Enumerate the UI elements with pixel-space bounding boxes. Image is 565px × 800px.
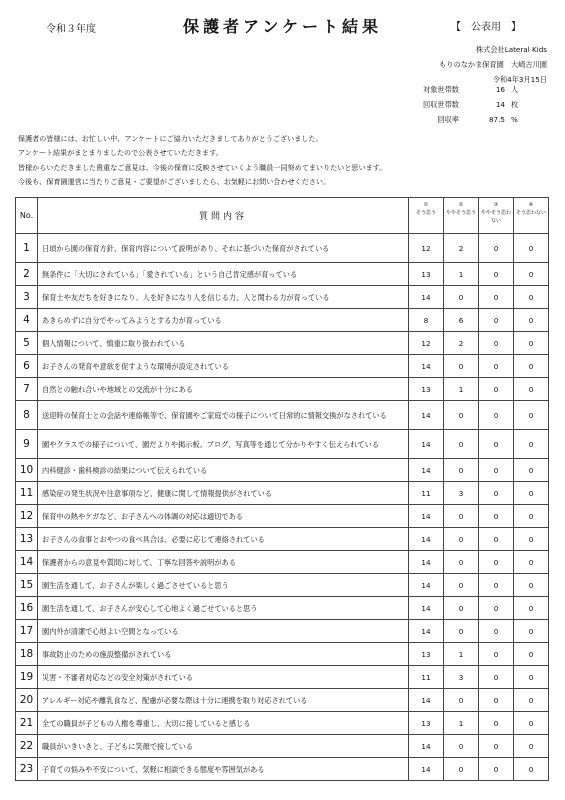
response-count-option-4: 0 — [514, 505, 549, 528]
response-count-option-1: 14 — [409, 597, 444, 620]
column-header-option-4 — [514, 198, 549, 234]
stat-value: 16 — [495, 85, 505, 94]
response-count-option-4: 0 — [514, 551, 549, 574]
organization-block — [439, 42, 547, 87]
response-count-option-2: 3 — [444, 482, 479, 505]
response-count-option-2: 0 — [444, 597, 479, 620]
intro-line: 今後も、保育園運営に当たりご意見・ご要望がございましたら、お気軽にお問い合わせください。 — [18, 177, 331, 187]
response-count-option-3: 0 — [479, 689, 514, 712]
response-count-option-3: 0 — [479, 505, 514, 528]
survey-stats — [389, 82, 529, 127]
response-count-option-3: 0 — [479, 758, 514, 781]
column-header-no: No. — [16, 198, 38, 234]
response-count-option-4: 0 — [514, 401, 549, 430]
table-row — [16, 309, 549, 332]
response-count-option-1: 14 — [409, 430, 444, 459]
stat-unit: % — [511, 115, 518, 124]
response-count-option-3: 0 — [479, 401, 514, 430]
response-count-option-2: 0 — [444, 355, 479, 378]
response-count-option-3: 0 — [479, 574, 514, 597]
table-row — [16, 234, 549, 263]
response-count-option-1: 14 — [409, 620, 444, 643]
question-text: 日頃から園の保育方針、保育内容について説明があり、それに基づいた保育がされている — [38, 234, 409, 263]
response-count-option-1: 13 — [409, 263, 444, 286]
response-count-option-4: 0 — [514, 758, 549, 781]
response-count-option-3: 0 — [479, 551, 514, 574]
question-text: 災害・不審者対応などの安全対策がされている — [38, 666, 409, 689]
row-number: 17 — [16, 620, 38, 643]
response-count-option-2: 1 — [444, 263, 479, 286]
response-count-option-3: 0 — [479, 459, 514, 482]
response-count-option-2: 1 — [444, 378, 479, 401]
response-count-option-1: 14 — [409, 735, 444, 758]
response-count-option-2: 0 — [444, 758, 479, 781]
table-row — [16, 401, 549, 430]
response-count-option-4: 0 — [514, 459, 549, 482]
response-count-option-2: 0 — [444, 286, 479, 309]
response-count-option-2: 2 — [444, 234, 479, 263]
option-mark: ④ — [528, 202, 534, 208]
intro-line: アンケート結果がまとまりましたので公表させていただきます。 — [18, 148, 223, 158]
response-count-option-3: 0 — [479, 234, 514, 263]
survey-results-table — [15, 197, 549, 781]
response-count-option-4: 0 — [514, 712, 549, 735]
response-count-option-4: 0 — [514, 378, 549, 401]
table-row — [16, 689, 549, 712]
response-count-option-1: 14 — [409, 355, 444, 378]
intro-line: 保護者の皆様には、お忙しい中、アンケートにご協力いただきましてありがとうございました。 — [18, 134, 323, 143]
response-count-option-3: 0 — [479, 597, 514, 620]
response-count-option-2: 0 — [444, 689, 479, 712]
response-count-option-1: 14 — [409, 758, 444, 781]
response-count-option-2: 1 — [444, 643, 479, 666]
row-number: 5 — [16, 332, 38, 355]
stat-label: 対象世帯数 — [423, 85, 459, 94]
table-row — [16, 666, 549, 689]
response-count-option-1: 8 — [409, 309, 444, 332]
stat-label: 回収率 — [437, 115, 459, 124]
response-count-option-1: 11 — [409, 482, 444, 505]
question-text: 感染症の発生状況や注意事項など、健康に関して情報提供がされている — [38, 482, 409, 505]
response-count-option-4: 0 — [514, 482, 549, 505]
response-count-option-1: 14 — [409, 551, 444, 574]
stat-collected-households — [389, 97, 529, 112]
option-mark: ③ — [493, 202, 499, 208]
row-number: 6 — [16, 355, 38, 378]
table-row — [16, 597, 549, 620]
row-number: 7 — [16, 378, 38, 401]
response-count-option-4: 0 — [514, 234, 549, 263]
response-count-option-4: 0 — [514, 620, 549, 643]
table-row — [16, 735, 549, 758]
response-count-option-1: 13 — [409, 643, 444, 666]
response-count-option-1: 13 — [409, 378, 444, 401]
response-count-option-2: 2 — [444, 332, 479, 355]
row-number: 16 — [16, 597, 38, 620]
response-count-option-4: 0 — [514, 286, 549, 309]
question-text: 子育ての悩みや不安について、気軽に相談できる態度や雰囲気がある — [38, 758, 409, 781]
row-number: 18 — [16, 643, 38, 666]
option-mark: ② — [458, 202, 464, 208]
response-count-option-3: 0 — [479, 430, 514, 459]
option-text: ややそう思う — [445, 210, 476, 216]
row-number: 15 — [16, 574, 38, 597]
table-row — [16, 758, 549, 781]
response-count-option-3: 0 — [479, 286, 514, 309]
response-count-option-1: 12 — [409, 234, 444, 263]
stat-value: 87.5 — [488, 115, 505, 124]
response-count-option-4: 0 — [514, 528, 549, 551]
response-count-option-4: 0 — [514, 332, 549, 355]
row-number: 9 — [16, 430, 38, 459]
table-header-row — [16, 198, 549, 234]
response-count-option-2: 6 — [444, 309, 479, 332]
response-count-option-3: 0 — [479, 643, 514, 666]
question-text: お子さんの食事とおやつの食べ具合は、必要に応じて連絡されている — [38, 528, 409, 551]
table-row — [16, 528, 549, 551]
question-text: アレルギー対応や離乳食など、配慮が必要な際は十分に連携を取り対応されている — [38, 689, 409, 712]
response-count-option-2: 0 — [444, 430, 479, 459]
report-date: 令和4年3月15日 — [492, 75, 547, 84]
table-row — [16, 459, 549, 482]
nursery-name: もりのなかま保育園 大崎古川園 — [439, 60, 547, 69]
row-number: 2 — [16, 263, 38, 286]
stat-collection-rate — [389, 112, 529, 127]
row-number: 21 — [16, 712, 38, 735]
response-count-option-2: 0 — [444, 551, 479, 574]
row-number: 13 — [16, 528, 38, 551]
row-number: 23 — [16, 758, 38, 781]
question-text: 園生活を通して、お子さんが安心して心地よく過ごせていると思う — [38, 597, 409, 620]
response-count-option-2: 0 — [444, 735, 479, 758]
table-row — [16, 430, 549, 459]
question-text: 保育士や友だちを好きになり、人を好きになり人を信じる力、人と関わる力が育っている — [38, 286, 409, 309]
option-text: ややそう思わない — [480, 210, 511, 224]
row-number: 12 — [16, 505, 38, 528]
response-count-option-4: 0 — [514, 574, 549, 597]
question-text: 個人情報について、慎重に取り扱われている — [38, 332, 409, 355]
response-count-option-3: 0 — [479, 482, 514, 505]
option-mark: ① — [423, 202, 429, 208]
question-text: 全ての職員が子どもの人権を尊重し、大切に接していると感じる — [38, 712, 409, 735]
stat-unit: 人 — [511, 85, 519, 94]
response-count-option-4: 0 — [514, 643, 549, 666]
response-count-option-3: 0 — [479, 712, 514, 735]
public-label: 【 公表用 】 — [451, 22, 521, 33]
response-count-option-2: 0 — [444, 459, 479, 482]
response-count-option-4: 0 — [514, 597, 549, 620]
response-count-option-4: 0 — [514, 735, 549, 758]
response-count-option-3: 0 — [479, 378, 514, 401]
stat-unit: 枚 — [511, 100, 519, 109]
response-count-option-3: 0 — [479, 355, 514, 378]
column-header-option-3 — [479, 198, 514, 234]
response-count-option-2: 0 — [444, 401, 479, 430]
response-count-option-3: 0 — [479, 735, 514, 758]
table-row — [16, 620, 549, 643]
response-count-option-2: 0 — [444, 505, 479, 528]
response-count-option-4: 0 — [514, 309, 549, 332]
response-count-option-1: 14 — [409, 689, 444, 712]
table-row — [16, 574, 549, 597]
response-count-option-3: 0 — [479, 309, 514, 332]
question-text: 無条件に「大切にされている」「愛されている」という自己肯定感が育っている — [38, 263, 409, 286]
response-count-option-2: 1 — [444, 712, 479, 735]
table-row — [16, 286, 549, 309]
column-header-option-2 — [444, 198, 479, 234]
response-count-option-1: 13 — [409, 712, 444, 735]
page-title: 保護者アンケート結果 — [182, 17, 383, 36]
row-number: 11 — [16, 482, 38, 505]
response-count-option-4: 0 — [514, 355, 549, 378]
question-text: 自然との触れ合いや地域との交流が十分にある — [38, 378, 409, 401]
table-row — [16, 482, 549, 505]
response-count-option-1: 12 — [409, 332, 444, 355]
response-count-option-1: 14 — [409, 528, 444, 551]
column-header-question: 質問内容 — [38, 198, 409, 234]
table-row — [16, 355, 549, 378]
response-count-option-3: 0 — [479, 666, 514, 689]
question-text: 送迎時の保育士との会話や連絡帳等で、保育園やご家庭での様子について日常的に情報交換がなされている — [38, 401, 409, 430]
table-row — [16, 332, 549, 355]
stat-label: 回収世帯数 — [423, 100, 459, 109]
intro-text — [18, 132, 558, 190]
row-number: 4 — [16, 309, 38, 332]
row-number: 1 — [16, 234, 38, 263]
option-text: そう思わない — [515, 210, 546, 216]
response-count-option-3: 0 — [479, 528, 514, 551]
row-number: 22 — [16, 735, 38, 758]
response-count-option-4: 0 — [514, 430, 549, 459]
question-text: 園やクラスでの様子について、園だよりや掲示板、ブログ、写真等を通じて分かりやすく伝えられている — [38, 430, 409, 459]
question-text: 職員がいきいきと、子どもに笑顔で接している — [38, 735, 409, 758]
response-count-option-2: 0 — [444, 528, 479, 551]
row-number: 14 — [16, 551, 38, 574]
response-count-option-1: 14 — [409, 505, 444, 528]
response-count-option-1: 14 — [409, 401, 444, 430]
response-count-option-3: 0 — [479, 620, 514, 643]
report-year: 令和３年度 — [46, 24, 96, 35]
response-count-option-1: 14 — [409, 459, 444, 482]
table-row — [16, 712, 549, 735]
response-count-option-4: 0 — [514, 666, 549, 689]
row-number: 20 — [16, 689, 38, 712]
response-count-option-3: 0 — [479, 263, 514, 286]
table-row — [16, 505, 549, 528]
table-row — [16, 643, 549, 666]
stat-value: 14 — [495, 100, 505, 109]
question-text: あきらめずに自分でやってみようとする力が育っている — [38, 309, 409, 332]
response-count-option-1: 14 — [409, 574, 444, 597]
intro-line: 皆様からいただきました貴重なご意見は、今後の保育に反映させていくよう職員一同努めてまいりたいと思います。 — [18, 162, 387, 172]
row-number: 19 — [16, 666, 38, 689]
table-row — [16, 551, 549, 574]
question-text: 事故防止のための施設整備がされている — [38, 643, 409, 666]
response-count-option-2: 0 — [444, 574, 479, 597]
response-count-option-2: 3 — [444, 666, 479, 689]
column-header-option-1 — [409, 198, 444, 234]
question-text: 園生活を通して、お子さんが楽しく過ごさせていると思う — [38, 574, 409, 597]
table-row — [16, 378, 549, 401]
question-text: お子さんの発育や意欲を促すような環境が設定されている — [38, 355, 409, 378]
response-count-option-3: 0 — [479, 332, 514, 355]
stat-target-households — [389, 82, 529, 97]
response-count-option-2: 0 — [444, 620, 479, 643]
question-text: 保護者からの意見や質問に対して、丁寧な回答や説明がある — [38, 551, 409, 574]
row-number: 8 — [16, 401, 38, 430]
response-count-option-1: 14 — [409, 286, 444, 309]
row-number: 10 — [16, 459, 38, 482]
table-row — [16, 263, 549, 286]
question-text: 園内外が清潔で心地よい空間となっている — [38, 620, 409, 643]
option-text: そう思う — [415, 210, 436, 216]
company-name: 株式会社Lateral Kids — [475, 45, 547, 54]
question-text: 保育中の熱やケガなど、お子さんへの体調の対応は適切である — [38, 505, 409, 528]
response-count-option-4: 0 — [514, 689, 549, 712]
row-number: 3 — [16, 286, 38, 309]
question-text: 内科健診・歯科検診の結果について伝えられている — [38, 459, 409, 482]
response-count-option-4: 0 — [514, 263, 549, 286]
response-count-option-1: 11 — [409, 666, 444, 689]
